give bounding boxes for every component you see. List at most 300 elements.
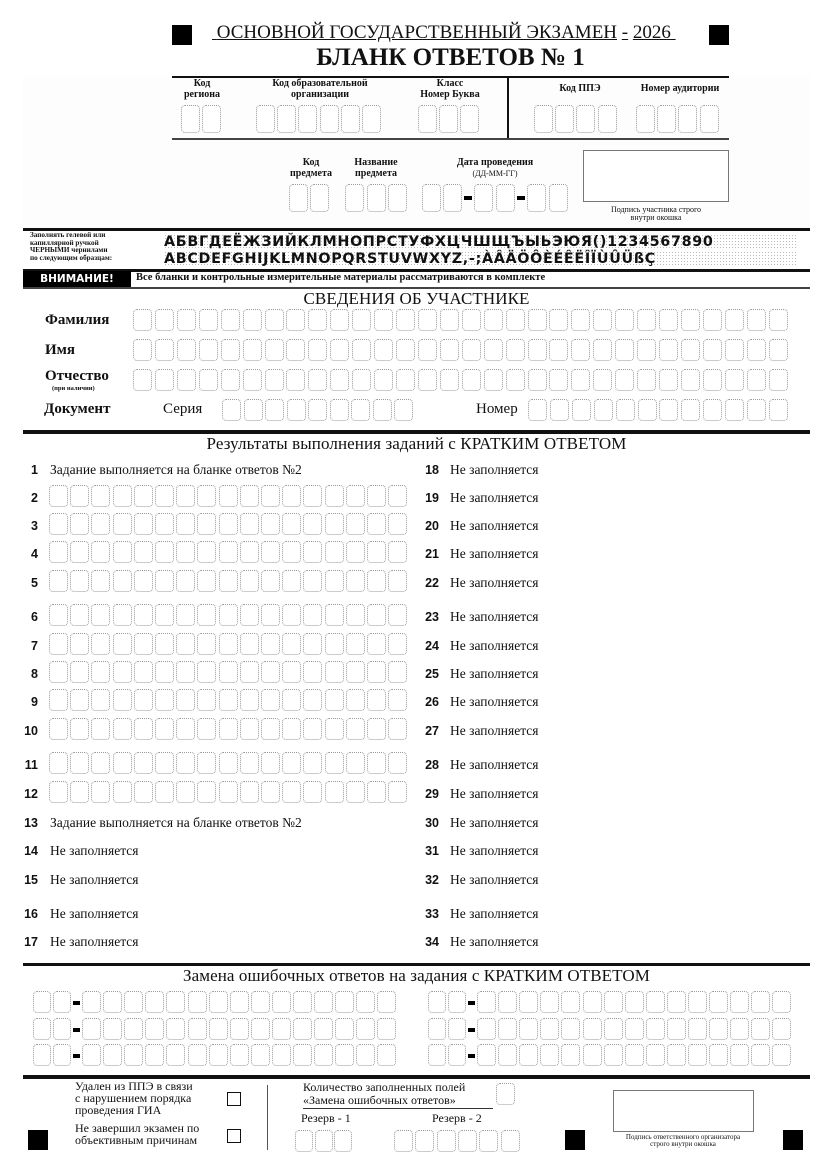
patronymic-cell[interactable] <box>615 369 634 391</box>
patronymic-cell[interactable] <box>681 369 700 391</box>
correction-answer-cell[interactable] <box>82 1018 101 1040</box>
correction-answer-cell[interactable] <box>230 991 249 1013</box>
answer-cell[interactable] <box>367 485 386 507</box>
name-cell[interactable] <box>703 339 722 361</box>
org-code-cell[interactable] <box>298 105 317 133</box>
reserve1-cell[interactable] <box>334 1130 352 1152</box>
name-cell[interactable] <box>637 339 656 361</box>
answer-cell[interactable] <box>197 485 216 507</box>
answer-cell[interactable] <box>176 718 195 740</box>
number-cell[interactable] <box>681 399 700 421</box>
answer-cell[interactable] <box>346 513 365 535</box>
answer-cell[interactable] <box>219 570 238 592</box>
reserve2-cell[interactable] <box>501 1130 520 1152</box>
surname-cell[interactable] <box>440 309 459 331</box>
answer-cell[interactable] <box>282 570 301 592</box>
name-cell[interactable] <box>747 339 766 361</box>
reserve2-cell[interactable] <box>415 1130 434 1152</box>
name-cell[interactable] <box>440 339 459 361</box>
answer-cell[interactable] <box>282 633 301 655</box>
name-cell[interactable] <box>330 339 349 361</box>
name-cell[interactable] <box>725 339 744 361</box>
correction-answer-cell[interactable] <box>209 1018 228 1040</box>
answer-cell[interactable] <box>134 513 153 535</box>
answer-cell[interactable] <box>346 781 365 803</box>
answer-cell[interactable] <box>49 781 68 803</box>
correction-answer-cell[interactable] <box>293 1018 312 1040</box>
answer-cell[interactable] <box>261 604 280 626</box>
series-cell[interactable] <box>308 399 327 421</box>
answer-cell[interactable] <box>134 718 153 740</box>
patronymic-cell[interactable] <box>177 369 196 391</box>
answer-cell[interactable] <box>303 633 322 655</box>
name-cell[interactable] <box>506 339 525 361</box>
answer-cell[interactable] <box>70 781 89 803</box>
correction-answer-cell[interactable] <box>519 1018 538 1040</box>
answer-cell[interactable] <box>325 752 344 774</box>
correction-task-cell[interactable] <box>448 991 466 1013</box>
correction-answer-cell[interactable] <box>625 991 644 1013</box>
patronymic-cell[interactable] <box>265 369 284 391</box>
answer-cell[interactable] <box>303 485 322 507</box>
answer-cell[interactable] <box>261 661 280 683</box>
correction-answer-cell[interactable] <box>188 1044 207 1066</box>
patronymic-cell[interactable] <box>330 369 349 391</box>
answer-cell[interactable] <box>367 718 386 740</box>
correction-answer-cell[interactable] <box>251 1018 270 1040</box>
answer-cell[interactable] <box>91 718 110 740</box>
number-cell[interactable] <box>638 399 657 421</box>
answer-cell[interactable] <box>261 513 280 535</box>
name-cell[interactable] <box>352 339 371 361</box>
answer-cell[interactable] <box>325 689 344 711</box>
correction-answer-cell[interactable] <box>583 1018 602 1040</box>
answer-cell[interactable] <box>261 633 280 655</box>
surname-cell[interactable] <box>265 309 284 331</box>
answer-cell[interactable] <box>49 604 68 626</box>
answer-cell[interactable] <box>176 661 195 683</box>
answer-cell[interactable] <box>113 513 132 535</box>
correction-answer-cell[interactable] <box>103 1018 122 1040</box>
patronymic-cell[interactable] <box>286 369 305 391</box>
correction-answer-cell[interactable] <box>335 1018 354 1040</box>
patronymic-cell[interactable] <box>374 369 393 391</box>
patronymic-cell[interactable] <box>308 369 327 391</box>
answer-cell[interactable] <box>367 541 386 563</box>
answer-cell[interactable] <box>303 570 322 592</box>
name-cell[interactable] <box>265 339 284 361</box>
correction-answer-cell[interactable] <box>314 1018 333 1040</box>
answer-cell[interactable] <box>240 781 259 803</box>
answer-cell[interactable] <box>134 604 153 626</box>
answer-cell[interactable] <box>346 604 365 626</box>
ppe-code-cell[interactable] <box>598 105 617 133</box>
surname-cell[interactable] <box>484 309 503 331</box>
answer-cell[interactable] <box>388 661 407 683</box>
correction-answer-cell[interactable] <box>540 1018 559 1040</box>
correction-answer-cell[interactable] <box>103 1044 122 1066</box>
answer-cell[interactable] <box>134 485 153 507</box>
correction-answer-cell[interactable] <box>604 1044 623 1066</box>
answer-cell[interactable] <box>155 661 174 683</box>
surname-cell[interactable] <box>549 309 568 331</box>
answer-cell[interactable] <box>219 718 238 740</box>
answer-cell[interactable] <box>346 570 365 592</box>
correction-task-cell[interactable] <box>33 991 51 1013</box>
number-cell[interactable] <box>550 399 569 421</box>
answer-cell[interactable] <box>176 689 195 711</box>
answer-cell[interactable] <box>240 513 259 535</box>
region-code-cell[interactable] <box>181 105 200 133</box>
name-cell[interactable] <box>286 339 305 361</box>
ppe-code-cell[interactable] <box>555 105 574 133</box>
correction-answer-cell[interactable] <box>82 991 101 1013</box>
number-cell[interactable] <box>572 399 591 421</box>
answer-cell[interactable] <box>240 570 259 592</box>
answer-cell[interactable] <box>282 689 301 711</box>
answer-cell[interactable] <box>325 513 344 535</box>
correction-task-cell[interactable] <box>33 1018 51 1040</box>
answer-cell[interactable] <box>91 781 110 803</box>
org-code-cell[interactable] <box>341 105 360 133</box>
answer-cell[interactable] <box>261 752 280 774</box>
correction-answer-cell[interactable] <box>646 1044 665 1066</box>
answer-cell[interactable] <box>176 570 195 592</box>
correction-answer-cell[interactable] <box>356 1018 375 1040</box>
answer-cell[interactable] <box>113 633 132 655</box>
answer-cell[interactable] <box>197 689 216 711</box>
answer-cell[interactable] <box>240 633 259 655</box>
class-cell[interactable] <box>460 105 479 133</box>
correction-answer-cell[interactable] <box>646 991 665 1013</box>
answer-cell[interactable] <box>91 752 110 774</box>
answer-cell[interactable] <box>388 689 407 711</box>
patronymic-cell[interactable] <box>440 369 459 391</box>
answer-cell[interactable] <box>367 633 386 655</box>
correction-answer-cell[interactable] <box>124 1044 143 1066</box>
name-cell[interactable] <box>593 339 612 361</box>
correction-answer-cell[interactable] <box>251 991 270 1013</box>
correction-answer-cell[interactable] <box>124 1018 143 1040</box>
organizer-signature-box[interactable] <box>613 1090 754 1132</box>
name-cell[interactable] <box>221 339 240 361</box>
name-cell[interactable] <box>243 339 262 361</box>
participant-signature-box[interactable] <box>583 150 729 202</box>
org-code-cell[interactable] <box>256 105 275 133</box>
answer-cell[interactable] <box>303 513 322 535</box>
patronymic-cell[interactable] <box>571 369 590 391</box>
name-cell[interactable] <box>528 339 547 361</box>
patronymic-cell[interactable] <box>352 369 371 391</box>
answer-cell[interactable] <box>70 718 89 740</box>
correction-answer-cell[interactable] <box>751 1044 770 1066</box>
answer-cell[interactable] <box>303 718 322 740</box>
answer-cell[interactable] <box>219 633 238 655</box>
series-cell[interactable] <box>244 399 263 421</box>
correction-answer-cell[interactable] <box>314 1044 333 1066</box>
answer-cell[interactable] <box>155 604 174 626</box>
number-cell[interactable] <box>769 399 788 421</box>
patronymic-cell[interactable] <box>725 369 744 391</box>
answer-cell[interactable] <box>325 541 344 563</box>
correction-answer-cell[interactable] <box>498 1018 517 1040</box>
correction-task-cell[interactable] <box>53 991 71 1013</box>
correction-answer-cell[interactable] <box>730 1018 749 1040</box>
answer-cell[interactable] <box>325 633 344 655</box>
room-number-cell[interactable] <box>636 105 655 133</box>
correction-task-cell[interactable] <box>53 1018 71 1040</box>
surname-cell[interactable] <box>593 309 612 331</box>
correction-task-cell[interactable] <box>448 1018 466 1040</box>
answer-cell[interactable] <box>197 604 216 626</box>
exam-date-cell[interactable] <box>496 184 515 212</box>
answer-cell[interactable] <box>282 661 301 683</box>
correction-answer-cell[interactable] <box>251 1044 270 1066</box>
patronymic-cell[interactable] <box>418 369 437 391</box>
correction-answer-cell[interactable] <box>772 1018 791 1040</box>
answer-cell[interactable] <box>346 661 365 683</box>
name-cell[interactable] <box>374 339 393 361</box>
answer-cell[interactable] <box>113 689 132 711</box>
name-cell[interactable] <box>133 339 152 361</box>
series-cell[interactable] <box>373 399 392 421</box>
answer-cell[interactable] <box>388 570 407 592</box>
answer-cell[interactable] <box>155 781 174 803</box>
answer-cell[interactable] <box>388 541 407 563</box>
patronymic-cell[interactable] <box>155 369 174 391</box>
answer-cell[interactable] <box>219 513 238 535</box>
org-code-cell[interactable] <box>320 105 339 133</box>
correction-answer-cell[interactable] <box>561 1044 580 1066</box>
number-cell[interactable] <box>659 399 678 421</box>
correction-answer-cell[interactable] <box>561 1018 580 1040</box>
number-cell[interactable] <box>725 399 744 421</box>
number-cell[interactable] <box>528 399 547 421</box>
name-cell[interactable] <box>308 339 327 361</box>
surname-cell[interactable] <box>571 309 590 331</box>
answer-cell[interactable] <box>325 718 344 740</box>
correction-answer-cell[interactable] <box>103 991 122 1013</box>
answer-cell[interactable] <box>70 604 89 626</box>
correction-task-cell[interactable] <box>448 1044 466 1066</box>
answer-cell[interactable] <box>388 752 407 774</box>
answer-cell[interactable] <box>91 513 110 535</box>
correction-answer-cell[interactable] <box>540 1044 559 1066</box>
answer-cell[interactable] <box>134 570 153 592</box>
answer-cell[interactable] <box>388 633 407 655</box>
patronymic-cell[interactable] <box>747 369 766 391</box>
reserve2-cell[interactable] <box>458 1130 477 1152</box>
correction-answer-cell[interactable] <box>498 1044 517 1066</box>
reserve2-cell[interactable] <box>437 1130 456 1152</box>
patronymic-cell[interactable] <box>593 369 612 391</box>
answer-cell[interactable] <box>91 661 110 683</box>
patronymic-cell[interactable] <box>703 369 722 391</box>
answer-cell[interactable] <box>282 485 301 507</box>
reserve1-cell[interactable] <box>295 1130 313 1152</box>
name-cell[interactable] <box>681 339 700 361</box>
correction-answer-cell[interactable] <box>583 1044 602 1066</box>
exam-date-cell[interactable] <box>527 184 546 212</box>
ppe-code-cell[interactable] <box>534 105 553 133</box>
number-cell[interactable] <box>703 399 722 421</box>
answer-cell[interactable] <box>346 718 365 740</box>
answer-cell[interactable] <box>219 781 238 803</box>
answer-cell[interactable] <box>49 541 68 563</box>
series-cell[interactable] <box>287 399 306 421</box>
answer-cell[interactable] <box>155 718 174 740</box>
correction-task-cell[interactable] <box>33 1044 51 1066</box>
answer-cell[interactable] <box>261 485 280 507</box>
answer-cell[interactable] <box>70 689 89 711</box>
count-input[interactable] <box>496 1083 515 1105</box>
correction-answer-cell[interactable] <box>124 991 143 1013</box>
subject-code-cell[interactable] <box>310 184 329 212</box>
answer-cell[interactable] <box>197 633 216 655</box>
correction-answer-cell[interactable] <box>272 1044 291 1066</box>
class-cell[interactable] <box>418 105 437 133</box>
class-cell[interactable] <box>439 105 458 133</box>
answer-cell[interactable] <box>367 752 386 774</box>
answer-cell[interactable] <box>346 633 365 655</box>
answer-cell[interactable] <box>49 752 68 774</box>
answer-cell[interactable] <box>240 718 259 740</box>
number-cell[interactable] <box>616 399 635 421</box>
answer-cell[interactable] <box>155 570 174 592</box>
org-code-cell[interactable] <box>362 105 381 133</box>
answer-cell[interactable] <box>303 781 322 803</box>
correction-answer-cell[interactable] <box>377 1018 396 1040</box>
answer-cell[interactable] <box>282 604 301 626</box>
surname-cell[interactable] <box>659 309 678 331</box>
answer-cell[interactable] <box>388 718 407 740</box>
answer-cell[interactable] <box>219 485 238 507</box>
correction-task-cell[interactable] <box>428 991 446 1013</box>
answer-cell[interactable] <box>176 781 195 803</box>
ppe-code-cell[interactable] <box>576 105 595 133</box>
answer-cell[interactable] <box>155 689 174 711</box>
subject-code-cell[interactable] <box>289 184 308 212</box>
correction-answer-cell[interactable] <box>772 1044 791 1066</box>
correction-answer-cell[interactable] <box>667 991 686 1013</box>
answer-cell[interactable] <box>134 661 153 683</box>
answer-cell[interactable] <box>70 541 89 563</box>
answer-cell[interactable] <box>134 633 153 655</box>
exam-date-input[interactable] <box>422 184 572 212</box>
name-cell[interactable] <box>199 339 218 361</box>
exam-date-cell[interactable] <box>422 184 441 212</box>
answer-cell[interactable] <box>155 541 174 563</box>
answer-cell[interactable] <box>367 604 386 626</box>
answer-cell[interactable] <box>388 485 407 507</box>
answer-cell[interactable] <box>155 513 174 535</box>
answer-cell[interactable] <box>197 752 216 774</box>
correction-answer-cell[interactable] <box>293 1044 312 1066</box>
correction-answer-cell[interactable] <box>209 1044 228 1066</box>
correction-answer-cell[interactable] <box>730 1044 749 1066</box>
answer-cell[interactable] <box>134 752 153 774</box>
surname-cell[interactable] <box>703 309 722 331</box>
answer-cell[interactable] <box>134 541 153 563</box>
region-code-cell[interactable] <box>202 105 221 133</box>
answer-cell[interactable] <box>303 689 322 711</box>
answer-cell[interactable] <box>325 485 344 507</box>
answer-cell[interactable] <box>282 541 301 563</box>
answer-cell[interactable] <box>219 689 238 711</box>
correction-answer-cell[interactable] <box>540 991 559 1013</box>
answer-cell[interactable] <box>49 570 68 592</box>
correction-answer-cell[interactable] <box>145 991 164 1013</box>
answer-cell[interactable] <box>261 689 280 711</box>
answer-cell[interactable] <box>49 513 68 535</box>
answer-cell[interactable] <box>197 570 216 592</box>
surname-cell[interactable] <box>330 309 349 331</box>
answer-cell[interactable] <box>197 513 216 535</box>
name-cell[interactable] <box>484 339 503 361</box>
correction-answer-cell[interactable] <box>519 991 538 1013</box>
correction-answer-cell[interactable] <box>709 1018 728 1040</box>
surname-cell[interactable] <box>725 309 744 331</box>
correction-answer-cell[interactable] <box>335 991 354 1013</box>
answer-cell[interactable] <box>261 718 280 740</box>
answer-cell[interactable] <box>346 541 365 563</box>
answer-cell[interactable] <box>176 485 195 507</box>
surname-cell[interactable] <box>221 309 240 331</box>
correction-answer-cell[interactable] <box>272 991 291 1013</box>
correction-task-cell[interactable] <box>428 1044 446 1066</box>
answer-cell[interactable] <box>240 541 259 563</box>
answer-cell[interactable] <box>303 661 322 683</box>
answer-cell[interactable] <box>388 781 407 803</box>
answer-cell[interactable] <box>325 661 344 683</box>
number-cell[interactable] <box>594 399 613 421</box>
exam-date-cell[interactable] <box>443 184 462 212</box>
correction-answer-cell[interactable] <box>604 1018 623 1040</box>
answer-cell[interactable] <box>155 485 174 507</box>
surname-cell[interactable] <box>418 309 437 331</box>
answer-cell[interactable] <box>49 661 68 683</box>
answer-cell[interactable] <box>240 604 259 626</box>
answer-cell[interactable] <box>176 604 195 626</box>
answer-cell[interactable] <box>282 513 301 535</box>
correction-answer-cell[interactable] <box>230 1044 249 1066</box>
surname-cell[interactable] <box>133 309 152 331</box>
name-cell[interactable] <box>659 339 678 361</box>
correction-answer-cell[interactable] <box>82 1044 101 1066</box>
subject-name-cell[interactable] <box>367 184 386 212</box>
answer-cell[interactable] <box>113 718 132 740</box>
surname-cell[interactable] <box>243 309 262 331</box>
exam-date-cell[interactable] <box>474 184 493 212</box>
patronymic-cell[interactable] <box>462 369 481 391</box>
answer-cell[interactable] <box>70 513 89 535</box>
correction-answer-cell[interactable] <box>166 1018 185 1040</box>
surname-cell[interactable] <box>308 309 327 331</box>
answer-cell[interactable] <box>49 689 68 711</box>
answer-cell[interactable] <box>219 752 238 774</box>
correction-answer-cell[interactable] <box>314 991 333 1013</box>
answer-cell[interactable] <box>134 689 153 711</box>
answer-cell[interactable] <box>261 570 280 592</box>
answer-cell[interactable] <box>346 689 365 711</box>
answer-cell[interactable] <box>91 570 110 592</box>
surname-cell[interactable] <box>374 309 393 331</box>
surname-cell[interactable] <box>155 309 174 331</box>
answer-cell[interactable] <box>240 661 259 683</box>
name-cell[interactable] <box>418 339 437 361</box>
answer-cell[interactable] <box>240 485 259 507</box>
reserve2-cell[interactable] <box>394 1130 413 1152</box>
